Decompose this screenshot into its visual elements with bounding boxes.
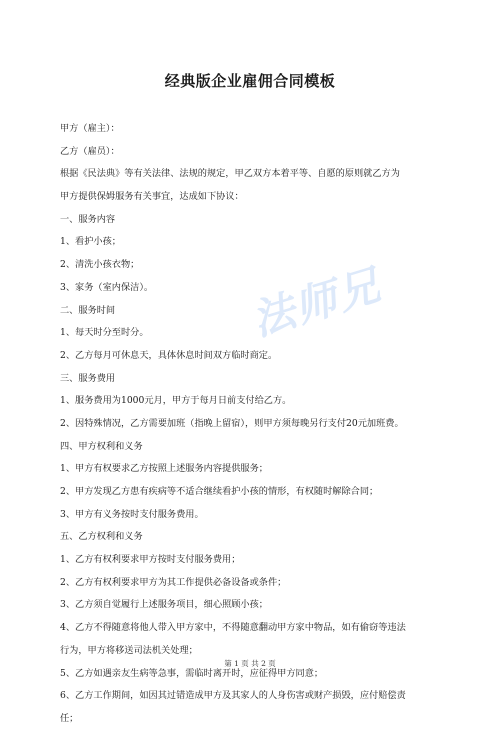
body-line: 乙方（雇员）： xyxy=(60,145,120,157)
watermark: 法师兄 xyxy=(246,259,388,346)
body-line: 3、甲方有义务按时支付服务费用。 xyxy=(60,508,204,520)
body-line: 任； xyxy=(60,712,79,724)
body-line: 1、乙方有权利要求甲方按时支付服务费用； xyxy=(60,554,241,566)
body-line: 1、每天时分至时分。 xyxy=(60,327,149,339)
body-line: 2、乙方每月可休息天，具体休息时间双方临时商定。 xyxy=(60,349,278,361)
page-number-footer: 第 1 页 共 2 页 xyxy=(224,659,276,668)
body-line: 甲方提供保姆服务有关事宜，达成如下协议： xyxy=(60,191,244,203)
body-line: 根据《民法典》等有关法律、法规的规定，甲乙双方本着平等、自愿的原则就乙方为 xyxy=(60,168,400,180)
section-heading: 三、服务费用 xyxy=(60,372,116,384)
body-line: 6、乙方工作期间，如因其过错造成甲方及其家人的人身伤害或财产损毁，应付赔偿责 xyxy=(60,690,406,702)
body-line: 2、清洗小孩衣物； xyxy=(60,259,140,271)
document-title: 经典版企业雇佣合同模板 xyxy=(164,72,336,90)
body-line: 5、乙方如遇亲友生病等急事，需临时离开时，应征得甲方同意； xyxy=(60,667,324,679)
document-body xyxy=(60,118,445,731)
body-line: 甲方（雇主）： xyxy=(60,123,120,134)
body-line: 1、甲方有权要求乙方按照上述服务内容提供服务； xyxy=(60,463,268,475)
body-line: 1、服务费用为1000元月，甲方于每月日前支付给乙方。 xyxy=(60,395,292,407)
body-line: 2、因特殊情况，乙方需要加班（指晚上留宿），则甲方须每晚另行支付20元加班费。 xyxy=(60,417,404,429)
body-line: 2、乙方有权利要求甲方为其工作提供必备设备或条件； xyxy=(60,576,287,588)
section-heading: 五、乙方权利和义务 xyxy=(60,531,143,543)
body-line: 3、乙方须自觉履行上述服务项目，细心照顾小孩； xyxy=(60,599,268,611)
body-line: 3、家务（室内保洁）。 xyxy=(60,281,154,293)
body-line: 行为，甲方将移送司法机关处理； xyxy=(60,644,198,656)
body-line: 1、看护小孩； xyxy=(60,236,121,248)
body-line: 4、乙方不得随意将他人带入甲方家中，不得随意翻动甲方家中物品，如有偷窃等违法 xyxy=(60,622,406,634)
section-heading: 四、甲方权利和义务 xyxy=(60,440,143,452)
body-line: 2、甲方发现乙方患有疾病等不适合继续看护小孩的情形，有权随时解除合同； xyxy=(60,486,379,497)
section-heading: 一、服务内容 xyxy=(60,213,116,225)
section-heading: 二、服务时间 xyxy=(60,304,116,316)
